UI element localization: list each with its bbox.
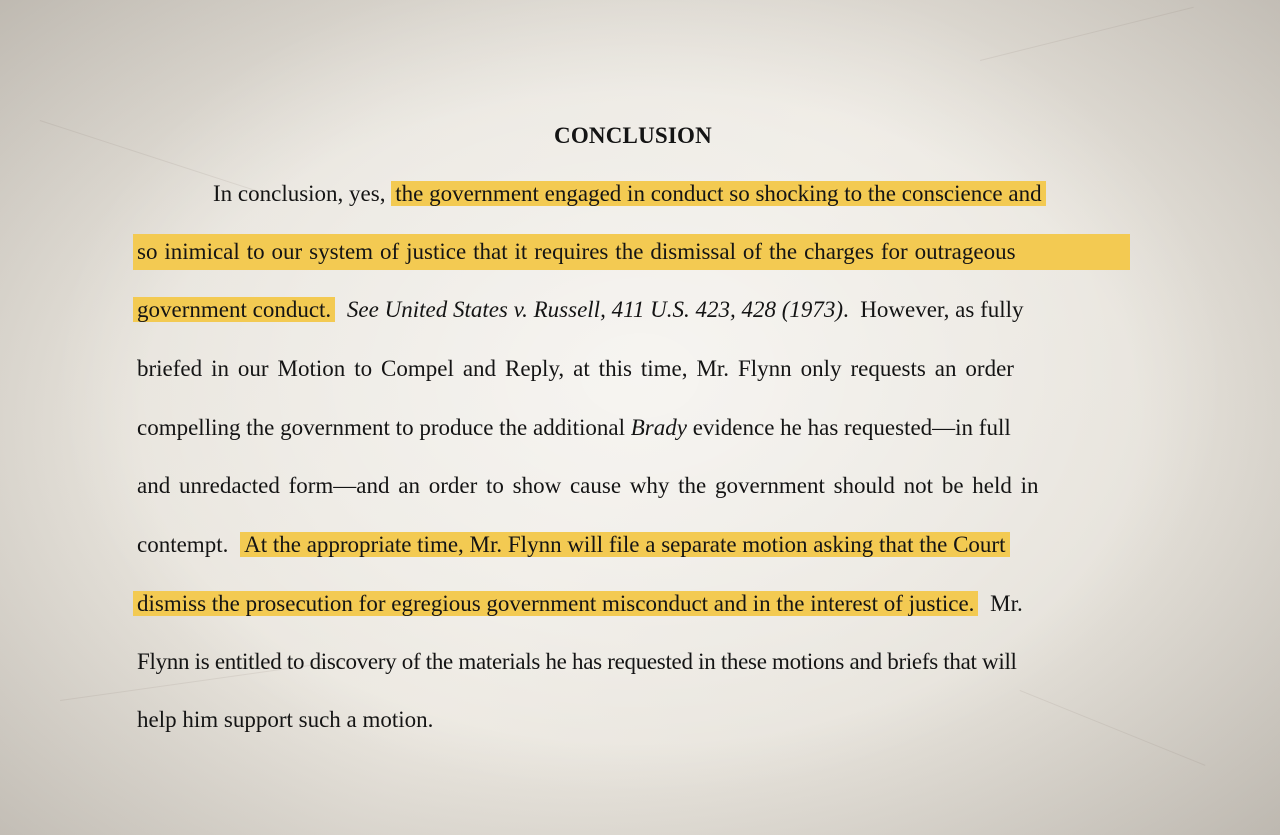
text-line-2 [137,234,1130,270]
text-before: compelling the government to produce the additional [137,415,631,440]
text-after: evidence he has requested—in full [686,415,1011,440]
paper-scratch [980,7,1194,61]
highlighted-text: government conduct. [133,297,335,322]
section-heading: CONCLUSION [554,123,712,148]
text-line-3 [137,292,1130,328]
text-lead: In conclusion, yes, [213,181,392,206]
text-line-6 [137,468,1130,504]
case-name-brady: Brady [630,415,687,440]
text-line-7 [137,527,1130,563]
text-tail: Mr. [984,591,1023,616]
text-line-1 [137,176,1130,212]
case-citation: See United States v. Russell, 411 U.S. 423, 428 (1973) [346,297,844,322]
line-text: briefed in our Motion to Compel and Reply, at this time, Mr. Flynn only requests an order [137,356,1014,381]
text-tail: . However, as fully [843,297,1024,322]
highlighted-text: the government engaged in conduct so shocking to the conscience and [391,181,1045,206]
text-line-9 [137,644,1130,680]
text-lead: contempt. [137,532,235,557]
line-text: help him support such a motion. [137,707,434,732]
text-line-5 [137,410,1130,446]
line-text: Flynn is entitled to discovery of the materials he has requested in these motions and briefs that will [137,649,1017,674]
highlighted-text: At the appropriate time, Mr. Flynn will file a separate motion asking that the Court [240,532,1009,557]
highlighted-text: so inimical to our system of justice that it requires the dismissal of the charges for outrageous [133,234,1130,270]
text-line-4 [137,351,1130,387]
line-text: and unredacted form—and an order to show cause why the government should not be held in [137,473,1039,498]
text-line-8 [137,586,1130,622]
text-line-10 [137,702,1130,738]
highlighted-text: dismiss the prosecution for egregious government misconduct and in the interest of justice. [133,591,978,616]
